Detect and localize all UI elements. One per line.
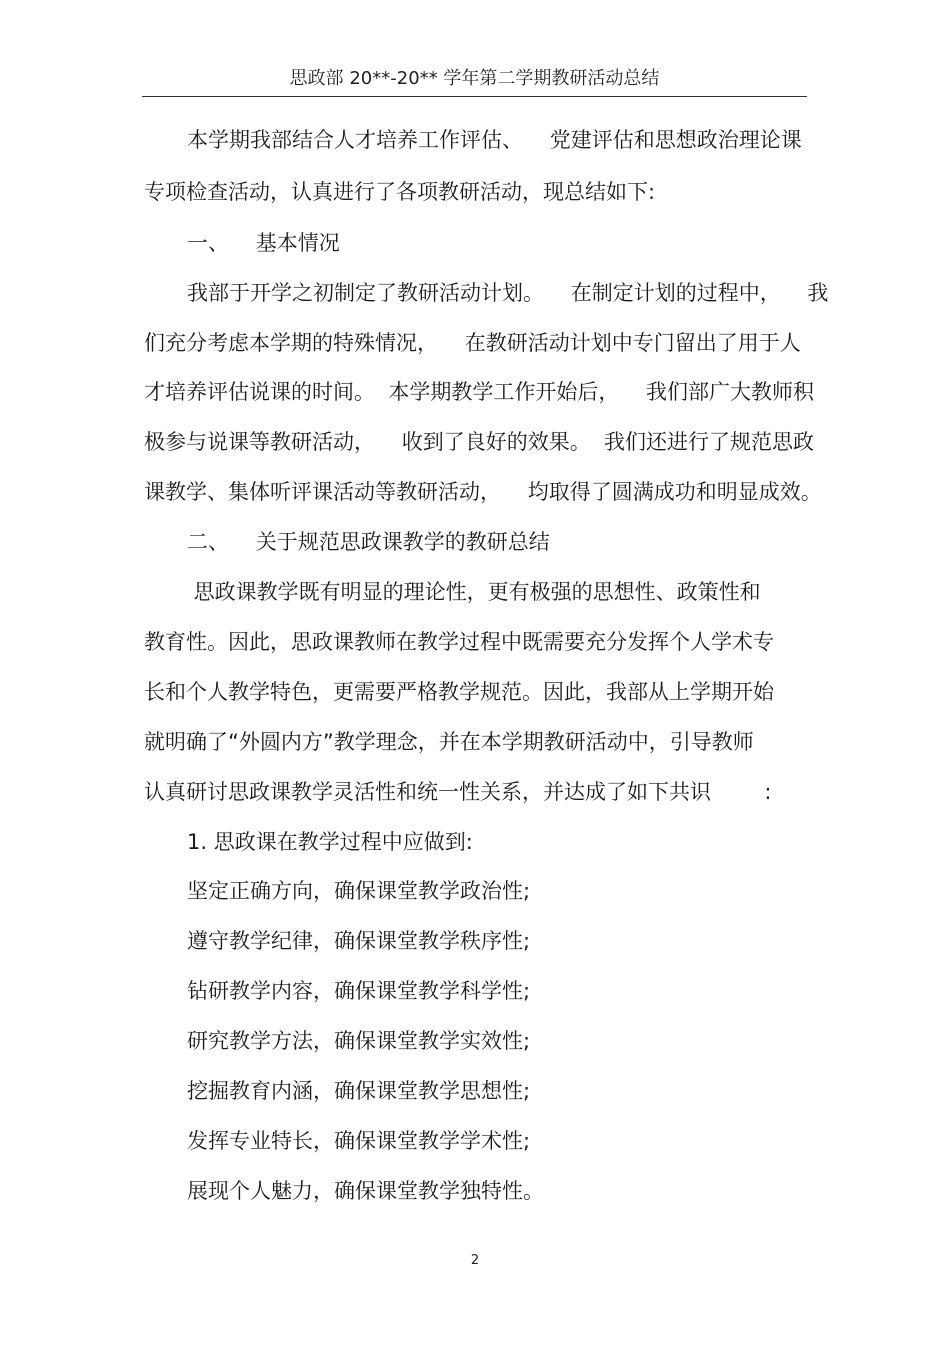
- section-heading: 二、 关于规范思政课教学的教研总结: [187, 530, 550, 554]
- page-number: 2: [470, 1253, 480, 1268]
- list-item: 研究教学方法，确保课堂教学实效性;: [187, 1029, 531, 1053]
- list-item: 挖掘教育内涵，确保课堂教学思想性;: [187, 1079, 531, 1103]
- list-item: 坚定正确方向，确保课堂教学政治性;: [187, 879, 531, 903]
- paragraph-line: 专项检查活动，认真进行了各项教研活动，现总结如下:: [144, 180, 656, 204]
- list-item: 钻研教学内容，确保课堂教学科学性;: [187, 979, 531, 1003]
- paragraph-line: 课教学、集体听评课活动等教研活动， 均取得了圆满成功和明显成效。: [144, 480, 822, 504]
- list-item: 发挥专业特长，确保课堂教学学术性;: [187, 1129, 531, 1153]
- paragraph-line: 教育性。因此，思政课教师在教学过程中既需要充分发挥个人学术专: [144, 630, 774, 654]
- running-header: 思政部 20**-20** 学年第二学期教研活动总结: [289, 68, 660, 89]
- paragraph-line: 们充分考虑本学期的特殊情况， 在教研活动计划中专门留出了用于人: [144, 331, 801, 355]
- paragraph-line: 极参与说课等教研活动， 收到了良好的效果。 我们还进行了规范思政: [144, 430, 815, 454]
- paragraph-line: 我部于开学之初制定了教研活动计划。 在制定计划的过程中， 我: [187, 281, 829, 305]
- list-item: 遵守教学纪律，确保课堂教学秩序性;: [187, 929, 531, 953]
- paragraph-line: 就明确了“外圆内方”教学理念，并在本学期教研活动中，引导教师: [144, 730, 754, 754]
- list-item: 展现个人魅力，确保课堂教学独特性。: [187, 1179, 544, 1203]
- section-heading: 一、 基本情况: [187, 231, 340, 255]
- list-heading: 1. 思政课在教学过程中应做到:: [187, 830, 473, 854]
- header-divider: [142, 96, 807, 97]
- paragraph-line: 认真研讨思政课教学灵活性和统一性关系，并达成了如下共识 :: [144, 780, 772, 804]
- paragraph-line: 长和个人教学特色，更需要严格教学规范。因此，我部从上学期开始: [144, 680, 774, 704]
- paragraph-line: 思政课教学既有明显的理论性，更有极强的思想性、政策性和: [187, 580, 761, 604]
- paragraph-line: 才培养评估说课的时间。 本学期教学工作开始后， 我们部广大教师积: [144, 380, 815, 404]
- paragraph-line: 本学期我部结合人才培养工作评估、 党建评估和思想政治理论课: [187, 128, 802, 152]
